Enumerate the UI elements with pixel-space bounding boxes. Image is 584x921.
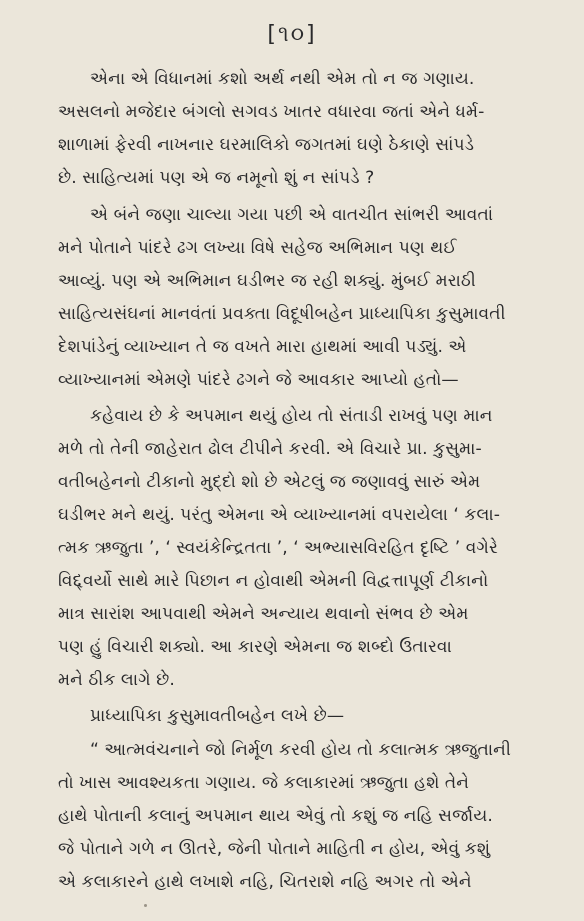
text-line: વિદ્દ્વર્યો સાથે મારે પિછાન ન હોવાથી એમની વિદ્વત્તાપૂર્ણ ટીકાનો <box>58 571 489 591</box>
text-line: મળે તો તેની જાહેરાત ઢોલ ટીપીને કરવી. એ વિચારે પ્રા. કુસુમા- <box>58 439 482 459</box>
text-line: આવ્યું. પણ એ અભિમાન ઘડીભર જ રહી શક્યું. મુંબઈ મરાઠી <box>58 271 476 291</box>
text-line: શાળામાં ફેરવી નાખનાર ઘરમાલિકો જગતમાં ઘણે ઠેકાણે સાંપડે <box>58 135 475 155</box>
paragraph-2 <box>58 199 570 397</box>
text-line: મને ઠીક લાગે છે. <box>58 670 175 690</box>
text-line: એના એ વિધાનમાં કશો અર્થ નથી એમ તો ન જ ગણાય. <box>90 69 475 89</box>
paper-speck <box>144 904 147 907</box>
text-line: “ આત્મવંચનાને જો નિર્મૂળ કરવી હોય તો કલાત્મક ઋજુતાની <box>90 740 511 760</box>
text-line: એ કલાકારને હાથે લખાશે નહિ, ચિતરાશે નહિ અગર તો એને <box>58 872 472 892</box>
text-line: ત્મક ઋજુતા ’, ‘ સ્વયંકેન્દ્રિતતા ’, ‘ અભ્યાસવિરહિત દૃષ્ટિ ’ વગેરે <box>58 538 498 558</box>
paragraph-1 <box>58 63 570 195</box>
text-line: અસલનો મજેદાર બંગલો સગવડ ખાતર વધારવા જતાં એને ધર્મ- <box>58 102 485 122</box>
text-line: કહેવાય છે કે અપમાન થયું હોય તો સંતાડી રાખવું પણ માન <box>90 406 493 426</box>
paragraph-3 <box>58 400 570 697</box>
text-line: ઘડીભર મને થયું. પરંતુ એમના એ વ્યાખ્યાનમાં વપરાયેલા ‘ કલા- <box>58 505 500 525</box>
text-line: માત્ર સારાંશ આપવાથી એમને અન્યાય થવાનો સંભવ છે એમ <box>58 604 469 624</box>
page-number: [૧૦] <box>267 22 317 47</box>
text-line: મને પોતાને પાંદરે ઢગ લખ્યા વિષે સહેજ અભિમાન પણ થઈ <box>58 238 457 258</box>
text-line: પણ હું વિચારી શક્યો. આ કારણે એમના જ શબ્દો ઉતારવા <box>58 637 452 657</box>
text-line: વતીબહેનનો ટીકાનો મુદ્દો શો છે એટલું જ જણાવવું સારું એમ <box>58 472 481 492</box>
paragraph-4 <box>58 700 570 733</box>
text-line: જે પોતાને ગળે ન ઊતરે, જેની પોતાને માહિતી ન હોય, એવું કશું <box>58 839 491 859</box>
text-line: તો ખાસ આવશ્યકતા ગણાય. જે કલાકારમાં ઋજુતા હશે તેને <box>58 773 470 793</box>
text-line: પ્રાધ્યાપિકા કુસુમાવતીબહેન લખે છે— <box>90 706 345 726</box>
text-line: વ્યાખ્યાનમાં એમણે પાંદરે ઢગને જે આવકાર આપ્યો હતો— <box>58 370 459 390</box>
text-line: સાહિત્યસંઘનાં માનવંતાં પ્રવક્તા વિદૂષીબહેન પ્રાધ્યાપિકા કુસુમાવતી <box>58 304 506 324</box>
quotation-paragraph <box>58 734 570 899</box>
text-line: એ બંને જણા ચાલ્યા ગયા પછી એ વાતચીત સાંભરી આવતાં <box>90 205 494 225</box>
text-line: છે. સાહિત્યમાં પણ એ જ નમૂનો શું ન સાંપડે ? <box>58 168 375 188</box>
text-line: હાથે પોતાની કલાનું અપમાન થાય એવું તો કશું જ નહિ સર્જાય. <box>58 806 493 826</box>
text-line: દેશપાંડેનું વ્યાખ્યાન તે જ વખતે મારા હાથમાં આવી પડ્યું. એ <box>58 337 467 357</box>
